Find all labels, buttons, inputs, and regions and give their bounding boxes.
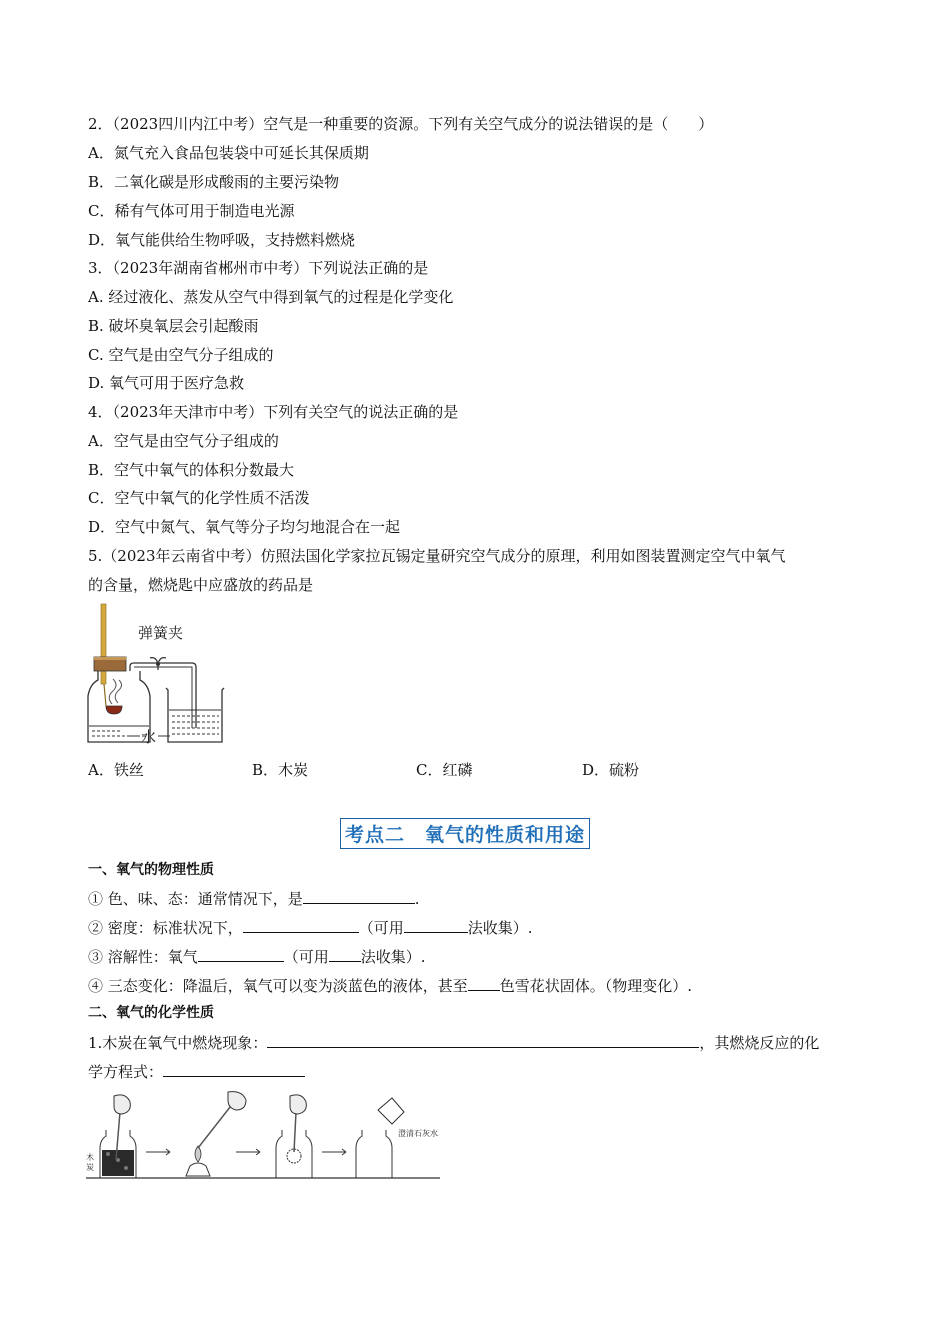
q2-stem: 2．（2023四川内江中考）空气是一种重要的资源。下列有关空气成分的说法错误的是（ ） (88, 115, 714, 133)
part1-item4: ④ 三态变化：降温后，氧气可以变为淡蓝色的液体，甚至 色雪花状固体。（物理变化）. (88, 977, 693, 995)
answer-blank[interactable] (243, 917, 359, 933)
q5-option-b: B．木炭 (252, 761, 309, 779)
q4-option-b: B．空气中氧气的体积分数最大 (88, 461, 295, 479)
q3-stem: 3．（2023年湖南省郴州市中考）下列说法正确的是 (88, 259, 429, 277)
answer-blank[interactable] (198, 946, 284, 962)
q5-stem-line2: 的含量，燃烧匙中应盛放的药品是 (88, 576, 314, 594)
combustion-spoon-rod (101, 604, 106, 684)
answer-blank[interactable] (163, 1061, 305, 1077)
answer-blank[interactable] (303, 888, 415, 904)
q4-option-d: D．空气中氮气、氧气等分子均匀地混合在一起 (88, 518, 401, 536)
label-charcoal-1: 木 (86, 1153, 94, 1162)
smoke-icon (109, 679, 121, 704)
part1-item3: ③ 溶解性：氧气 （可用 法收集）. (88, 948, 426, 966)
part1-item2: ② 密度：标准状况下， （可用 法收集）. (88, 919, 533, 937)
q3-option-c: C. 空气是由空气分子组成的 (88, 346, 274, 364)
answer-blank[interactable] (404, 917, 468, 933)
combustion-spoon (106, 706, 122, 714)
q5-option-a: A．铁丝 (88, 761, 144, 779)
q4-stem: 4．（2023年天津市中考）下列有关空气的说法正确的是 (88, 403, 459, 421)
label-limewater: 澄清石灰水 (398, 1129, 438, 1138)
part2-item1-line1: 1.木炭在氧气中燃烧现象： ，其燃烧反应的化 (88, 1034, 820, 1052)
charcoal-experiment-figure (86, 1090, 442, 1180)
figure-label-water: 水 (141, 728, 157, 746)
q3-option-d: D. 氧气可用于医疗急救 (88, 374, 245, 392)
q5-stem-line1: 5.（2023年云南省中考）仿照法国化学家拉瓦锡定量研究空气成分的原理，利用如图装置测定空气中氧气 (88, 547, 786, 565)
answer-blank[interactable] (267, 1032, 699, 1048)
q5-option-d: D．硫粉 (582, 761, 640, 779)
part1-item1: ① 色、味、态：通常情况下，是 . (88, 890, 420, 908)
q4-option-c: C．空气中氧气的化学性质不活泼 (88, 489, 310, 507)
section-title: 考点二 氧气的性质和用途 (340, 818, 590, 849)
q2-option-a: A．氮气充入食品包装袋中可延长其保质期 (88, 144, 369, 162)
q5-option-c: C．红磷 (416, 761, 473, 779)
q5-apparatus-figure (84, 600, 234, 750)
part2-item1-line2: 学方程式： (88, 1061, 305, 1082)
step-1-bottle (86, 1095, 136, 1178)
q2-option-c: C．稀有气体可用于制造电光源 (88, 202, 295, 220)
step-3-oxygen-bottle (276, 1095, 312, 1178)
q2-option-b: B．二氧化碳是形成酸雨的主要污染物 (88, 173, 340, 191)
q3-option-b: B. 破坏臭氧层会引起酸雨 (88, 317, 259, 335)
q3-option-a: A. 经过液化、蒸发从空气中得到氧气的过程是化学变化 (88, 288, 454, 306)
figure-label-clamp: 弹簧夹 (138, 624, 184, 642)
q4-option-a: A．空气是由空气分子组成的 (88, 432, 279, 450)
part2-heading: 二、氧气的化学性质 (88, 1005, 214, 1021)
answer-blank[interactable] (329, 946, 361, 962)
step-4-limewater (356, 1098, 438, 1178)
step-2-heating (186, 1092, 246, 1176)
answer-blank[interactable] (468, 975, 500, 991)
part1-heading: 一、氧气的物理性质 (88, 862, 214, 878)
label-charcoal-2: 炭 (86, 1163, 94, 1172)
q2-option-d: D．氧气能供给生物呼吸，支持燃料燃烧 (88, 231, 356, 249)
